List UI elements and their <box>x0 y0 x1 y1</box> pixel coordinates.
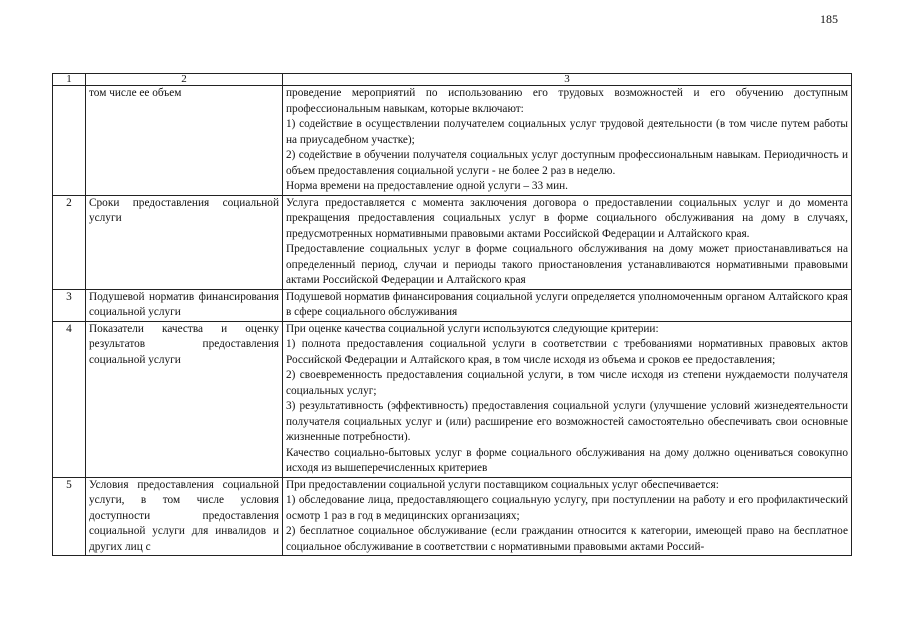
description-paragraph: 2) своевременность предоставления социальной услуги, в том числе исходя из степени нуждаемости получателя социальных услуг; <box>286 369 848 397</box>
table-row <box>53 477 852 556</box>
row-description <box>283 195 852 289</box>
description-paragraph: 3) результативность (эффективность) предоставления социальной услуги (улучшение условий жизнедеятельности получателя социальных услуг и (или) расширение его возможностей самостоятельно обеспечивать свои основные жизненные потребности). <box>286 400 848 443</box>
row-description <box>283 289 852 321</box>
description-paragraph: Подушевой норматив финансирования социальной услуги определяется уполномоченным органом Алтайского края в сфере социального обслуживания <box>286 290 848 318</box>
description-paragraph: Качество социально-бытовых услуг в форме социального обслуживания на дому должно оцениваться совокупно исходя из вышеперечисленных критериев <box>286 446 848 474</box>
row-name-text: Условия предоставления социальной услуги, в том числе условия доступности предоставления социальной услуги для инвалидов и других лиц с <box>89 478 279 553</box>
table-header-row <box>53 74 852 86</box>
table-row <box>53 195 852 289</box>
description-paragraph: Услуга предоставляется с момента заключения договора о предоставлении социальных услуг и до момента прекращения предоставления социальных услуг в форме социального обслуживания на дому в случаях, предусмотренных нормативными правовыми актами Российской Федерации и Алтайского края. <box>286 196 848 240</box>
table-row <box>53 289 852 321</box>
service-standard-table <box>52 73 852 556</box>
row-number <box>53 86 86 196</box>
row-name <box>86 195 283 289</box>
description-paragraph: 1) содействие в осуществлении получателем социальных услуг трудовой деятельности (в том числе путем работы на приусадебном участке); <box>286 118 848 146</box>
row-name-text: том числе ее объем <box>89 87 182 99</box>
column-header-2: 2 <box>86 74 283 86</box>
row-number: 5 <box>53 477 86 556</box>
description-paragraph: 1) полнота предоставления социальной услуги в соответствии с требованиями нормативных правовых актов Российской Федерации и Алтайского края, в том числе исходя из объема и сроков ее предоставления; <box>286 338 848 366</box>
row-name-text: Подушевой норматив финансирования социальной услуги <box>89 290 279 318</box>
row-name <box>86 289 283 321</box>
description-paragraph: 2) бесплатное социальное обслуживание (если гражданин относится к категории, имеющей право на бесплатное социальное обслуживание в соответствии с нормативными правовыми актами Россий- <box>286 525 848 553</box>
description-paragraph: Норма времени на предоставление одной услуги – 33 мин. <box>286 180 569 192</box>
row-description <box>283 321 852 477</box>
table-row <box>53 86 852 196</box>
row-name <box>86 86 283 196</box>
row-number: 3 <box>53 289 86 321</box>
column-header-1: 1 <box>53 74 86 86</box>
row-number: 4 <box>53 321 86 477</box>
row-description <box>283 477 852 556</box>
row-name <box>86 477 283 556</box>
description-paragraph: 1) обследование лица, предоставляющего социальную услугу, при поступлении на работу и его профилактический осмотр 1 раз в год в медицинских организациях; <box>286 494 848 522</box>
row-number: 2 <box>53 195 86 289</box>
description-paragraph: 2) содействие в обучении получателя социальных услуг доступным профессиональным навыкам. Периодичность и объем предоставления социальной услуги - не более 2 раз в неделю. <box>286 149 848 177</box>
row-name-text: Показатели качества и оценку результатов предоставления социальной услуги <box>89 322 279 366</box>
table-row <box>53 321 852 477</box>
description-paragraph: При предоставлении социальной услуги поставщиком социальных услуг обеспечивается: <box>286 478 719 491</box>
row-name <box>86 321 283 477</box>
page-number: 185 <box>820 12 838 26</box>
description-paragraph: При оценке качества социальной услуги используются следующие критерии: <box>286 322 659 335</box>
description-paragraph: Предоставление социальных услуг в форме социального обслуживания на дому может приостанавливаться на определенный период, случаи и периоды такого приостановления устанавливаются нормативными правовыми актами Российской Федерации и Алтайского края <box>286 243 848 286</box>
description-paragraph: проведение мероприятий по использованию его трудовых возможностей и его обучению доступным профессиональным навыкам, которые включают: <box>286 87 848 115</box>
column-header-3: 3 <box>283 74 852 86</box>
row-name-text: Сроки предоставления социальной услуги <box>89 196 279 224</box>
row-description <box>283 86 852 196</box>
